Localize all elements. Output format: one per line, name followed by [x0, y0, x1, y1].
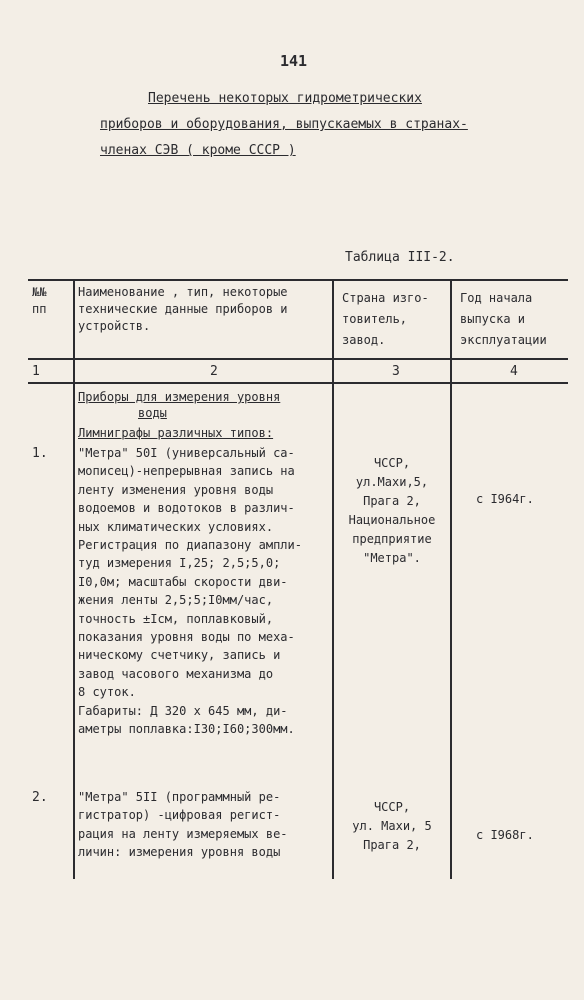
page-number: 141 — [280, 52, 308, 70]
document-title — [100, 86, 520, 164]
column-divider-1 — [73, 279, 75, 879]
row-1-manufacturer: ЧССР, ул.Махи,5, Прага 2, Национальное предприятие "Метра". — [348, 456, 436, 565]
row-1-year: с I964г. — [476, 492, 534, 506]
row-1-number: 1. — [32, 446, 48, 461]
column-number-1: 1 — [32, 364, 40, 379]
row-1-description: "Метра" 50I (универсальный са- мописец)-непрерывная запись на ленту изменения уровня воды водоемов и водотоков в различ- ных климатических условиях. Регистрация по диапазону ампли- туд измерения I,25; 2,5;5,0; I0,0м; масштабы скорости дви- жения ленты 2,5;5;I0мм/час, точность ±Iсм, поплавковый, показания уровня воды по меха- ническому счетчику, запись и завод часового механизма до 8 суток. Габариты: Д 320 х 645 мм, ди- аметры поплавка:I30;I60;300мм. — [78, 446, 302, 737]
column-number-2: 2 — [210, 364, 218, 379]
row-2-manufacturer: ЧССР, ул. Махи, 5 Прага 2, — [352, 800, 432, 852]
table-name: Таблица III-2. — [345, 250, 455, 265]
column-divider-3 — [450, 279, 452, 879]
column-number-4: 4 — [510, 364, 518, 379]
section-subheading: Лимниграфы различных типов: — [78, 426, 274, 440]
column-number-3: 3 — [392, 364, 400, 379]
row-2-year: с I968г. — [476, 828, 534, 842]
table-top-rule — [28, 279, 568, 281]
header-name: Наименование , тип, некоторые технические данные приборов и устройств. — [78, 285, 288, 333]
title-line-1: Перечень некоторых гидрометрических — [148, 91, 422, 106]
title-line-3: членах СЭВ ( кроме СССР ) — [100, 143, 296, 158]
title-line-2: приборов и оборудования, выпускаемых в странах- — [100, 117, 468, 132]
header-year: Год начала выпуска и эксплуатации — [460, 291, 547, 347]
row-2-description: "Метра" 5II (программный ре- гистратор) -цифровая регист- рация на ленту измеряемых ве- личин: измерения уровня воды — [78, 790, 288, 860]
column-numbers-rule — [28, 382, 568, 384]
header-num: №№ пп — [32, 285, 47, 316]
section-heading: Приборы для измерения уровня — [78, 390, 281, 404]
section-heading-cont: воды — [138, 406, 167, 420]
column-divider-2 — [332, 279, 334, 879]
row-2-number: 2. — [32, 790, 48, 805]
header-bottom-rule — [28, 358, 568, 360]
header-manufacturer: Страна изго- товитель, завод. — [342, 291, 429, 347]
